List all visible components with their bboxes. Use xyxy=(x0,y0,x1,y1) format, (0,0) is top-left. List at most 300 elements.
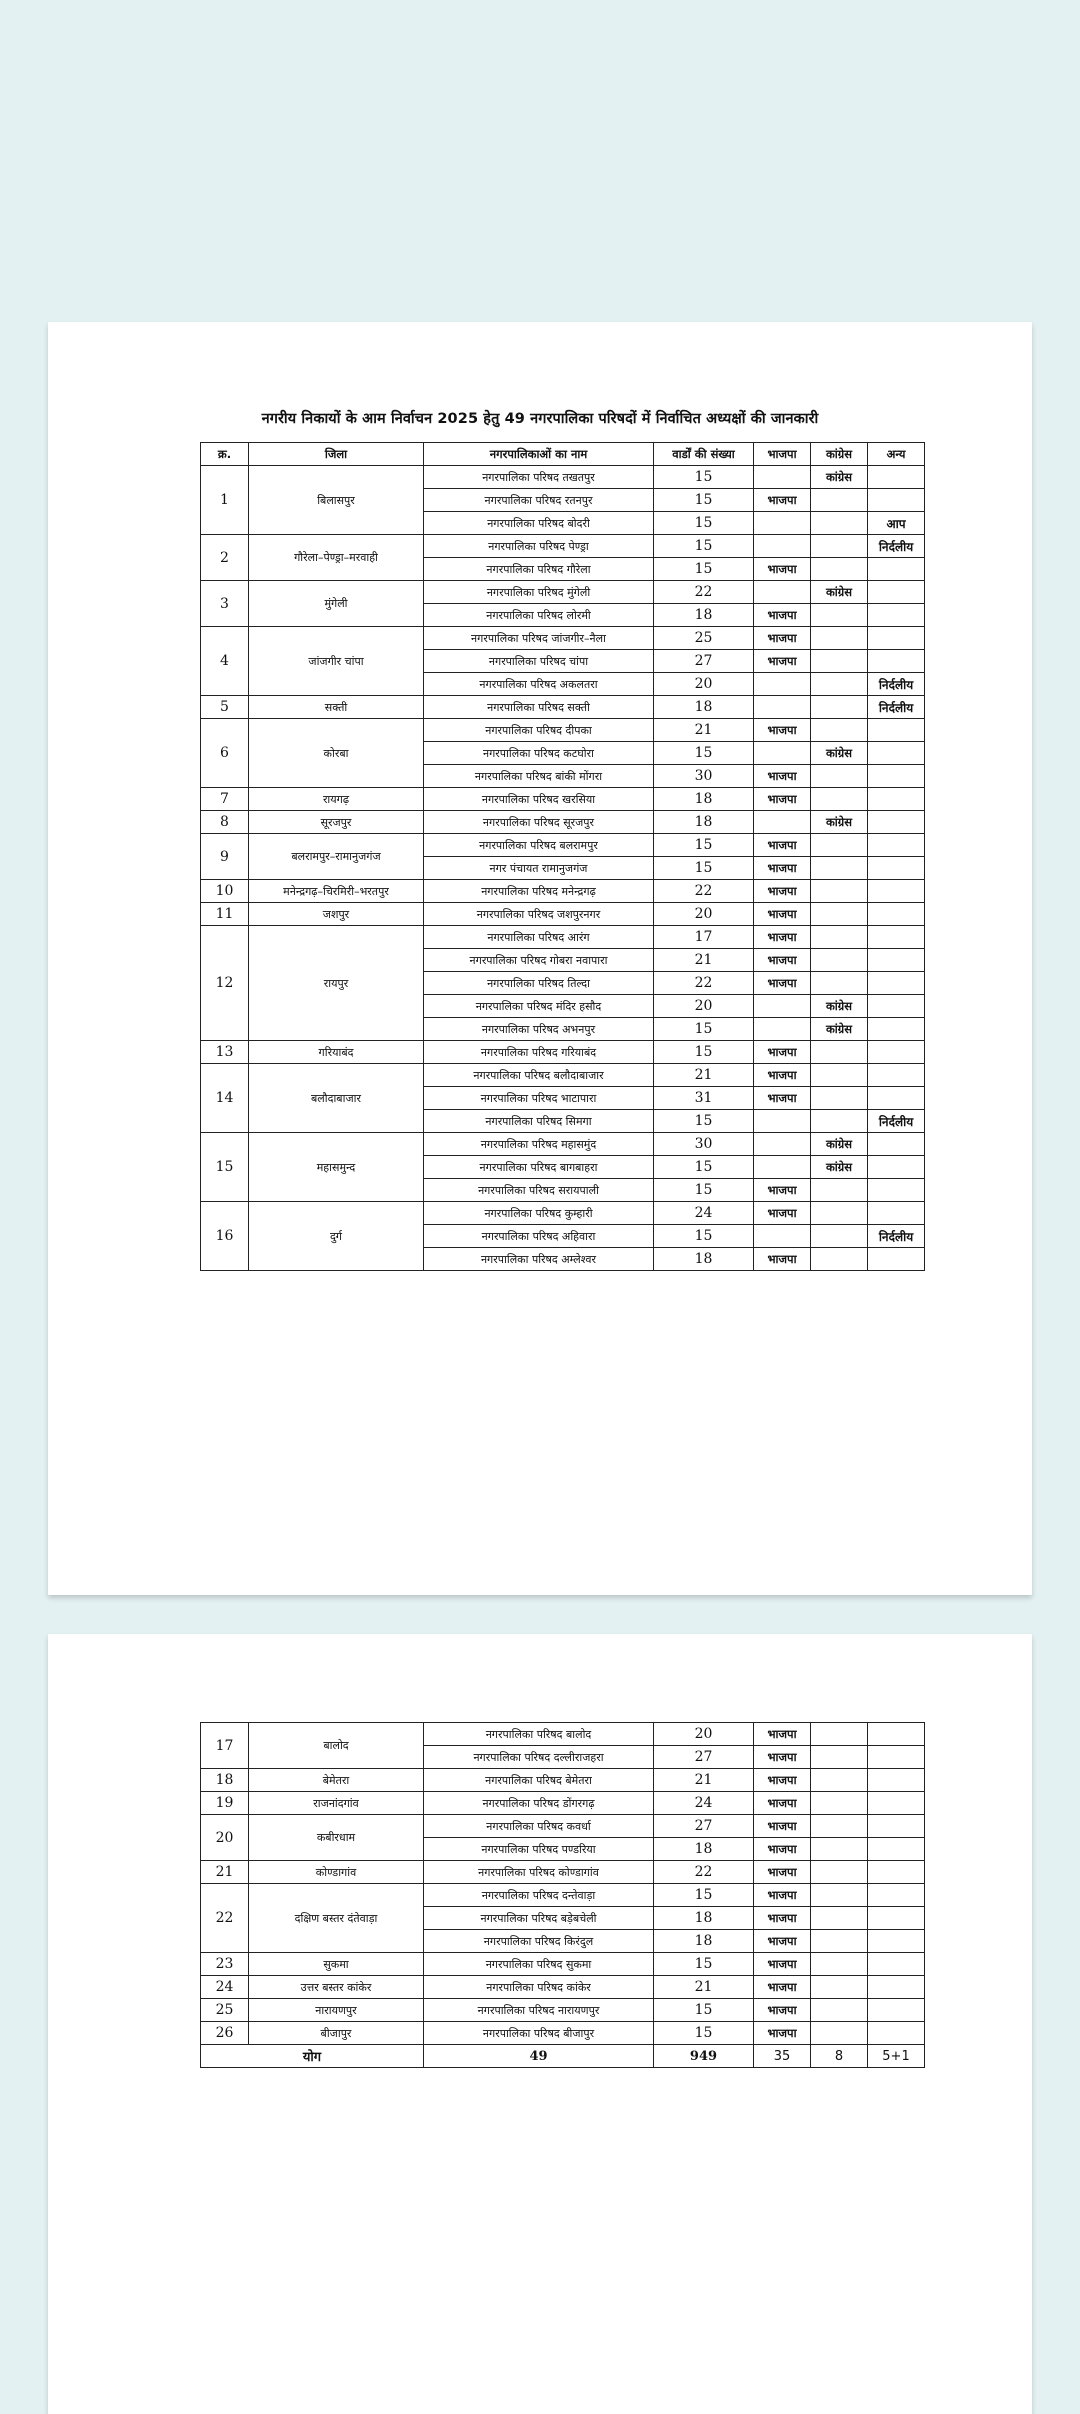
council-name-cell: नगरपालिका परिषद सक्ती xyxy=(424,696,654,719)
district-cell: महासमुन्द xyxy=(249,1133,424,1202)
ward-count-cell: 30 xyxy=(654,1133,754,1156)
council-name-cell: नगरपालिका परिषद गोबरा नवापारा xyxy=(424,949,654,972)
congress-cell xyxy=(811,1225,868,1248)
bjp-cell: भाजपा xyxy=(754,788,811,811)
other-party-cell xyxy=(868,1953,925,1976)
serial-number-cell: 26 xyxy=(201,2022,249,2045)
other-party-cell xyxy=(868,466,925,489)
ward-count-cell: 15 xyxy=(654,742,754,765)
table-row xyxy=(201,811,925,834)
district-cell: नारायणपुर xyxy=(249,1999,424,2022)
congress-cell xyxy=(811,903,868,926)
bjp-cell xyxy=(754,811,811,834)
serial-number-cell: 19 xyxy=(201,1792,249,1815)
serial-number-cell: 1 xyxy=(201,466,249,535)
council-name-cell: नगरपालिका परिषद अभनपुर xyxy=(424,1018,654,1041)
other-party-cell xyxy=(868,1179,925,1202)
header-congress: कांग्रेस xyxy=(811,443,868,466)
ward-count-cell: 15 xyxy=(654,1225,754,1248)
other-party-cell xyxy=(868,926,925,949)
council-name-cell: नगरपालिका परिषद बोदरी xyxy=(424,512,654,535)
serial-number-cell: 8 xyxy=(201,811,249,834)
table-row xyxy=(201,1769,925,1792)
bjp-cell: भाजपा xyxy=(754,1202,811,1225)
ward-count-cell: 22 xyxy=(654,581,754,604)
ward-count-cell: 15 xyxy=(654,834,754,857)
header-other: अन्य xyxy=(868,443,925,466)
ward-count-cell: 18 xyxy=(654,788,754,811)
bjp-cell: भाजपा xyxy=(754,604,811,627)
bjp-cell: भाजपा xyxy=(754,1041,811,1064)
ward-count-cell: 21 xyxy=(654,1769,754,1792)
congress-cell xyxy=(811,1792,868,1815)
congress-cell: कांग्रेस xyxy=(811,811,868,834)
table-row xyxy=(201,535,925,558)
table-row xyxy=(201,788,925,811)
bjp-cell: भाजपा xyxy=(754,972,811,995)
council-name-cell: नगरपालिका परिषद खरसिया xyxy=(424,788,654,811)
council-name-cell: नगरपालिका परिषद कुम्हारी xyxy=(424,1202,654,1225)
serial-number-cell: 16 xyxy=(201,1202,249,1271)
ward-count-cell: 27 xyxy=(654,1815,754,1838)
bjp-cell xyxy=(754,673,811,696)
other-party-cell xyxy=(868,1723,925,1746)
table-header-row xyxy=(201,443,925,466)
council-name-cell: नगरपालिका परिषद बलरामपुर xyxy=(424,834,654,857)
other-party-cell xyxy=(868,489,925,512)
district-cell: मुंगेली xyxy=(249,581,424,627)
table-row xyxy=(201,466,925,489)
results-table xyxy=(200,442,925,1271)
district-cell: रायपुर xyxy=(249,926,424,1041)
bjp-cell xyxy=(754,1133,811,1156)
council-name-cell: नगरपालिका परिषद महासमुंद xyxy=(424,1133,654,1156)
bjp-cell: भाजपा xyxy=(754,1064,811,1087)
serial-number-cell: 18 xyxy=(201,1769,249,1792)
other-party-cell xyxy=(868,857,925,880)
other-party-cell xyxy=(868,788,925,811)
congress-cell: कांग्रेस xyxy=(811,581,868,604)
other-party-cell: निर्दलीय xyxy=(868,535,925,558)
congress-cell xyxy=(811,1907,868,1930)
other-party-cell xyxy=(868,765,925,788)
district-cell: बिलासपुर xyxy=(249,466,424,535)
district-cell: बेमेतरा xyxy=(249,1769,424,1792)
ward-count-cell: 21 xyxy=(654,1976,754,1999)
other-party-cell xyxy=(868,719,925,742)
bjp-cell: भाजपा xyxy=(754,949,811,972)
serial-number-cell: 17 xyxy=(201,1723,249,1769)
congress-cell xyxy=(811,1064,868,1087)
other-party-cell xyxy=(868,1792,925,1815)
table-row xyxy=(201,1861,925,1884)
bjp-cell: भाजपा xyxy=(754,1087,811,1110)
bjp-cell: भाजपा xyxy=(754,558,811,581)
other-party-cell xyxy=(868,995,925,1018)
ward-count-cell: 15 xyxy=(654,558,754,581)
district-cell: कबीरधाम xyxy=(249,1815,424,1861)
council-name-cell: नगरपालिका परिषद जांजगीर–नैला xyxy=(424,627,654,650)
council-name-cell: नगरपालिका परिषद अकलतरा xyxy=(424,673,654,696)
ward-count-cell: 31 xyxy=(654,1087,754,1110)
table-row xyxy=(201,1792,925,1815)
ward-count-cell: 20 xyxy=(654,673,754,696)
bjp-cell xyxy=(754,1156,811,1179)
council-name-cell: नगरपालिका परिषद सरायपाली xyxy=(424,1179,654,1202)
table-row xyxy=(201,1064,925,1087)
congress-cell xyxy=(811,489,868,512)
council-name-cell: नगरपालिका परिषद बागबाहरा xyxy=(424,1156,654,1179)
bjp-cell: भाजपा xyxy=(754,765,811,788)
congress-cell xyxy=(811,696,868,719)
district-cell: उत्तर बस्तर कांकेर xyxy=(249,1976,424,1999)
congress-cell xyxy=(811,604,868,627)
congress-cell xyxy=(811,719,868,742)
council-name-cell: नगरपालिका परिषद कोण्डागांव xyxy=(424,1861,654,1884)
table-row xyxy=(201,880,925,903)
congress-cell xyxy=(811,650,868,673)
council-name-cell: नगरपालिका परिषद बीजापुर xyxy=(424,2022,654,2045)
table-row xyxy=(201,903,925,926)
district-cell: राजनांदगांव xyxy=(249,1792,424,1815)
ward-count-cell: 22 xyxy=(654,880,754,903)
ward-count-cell: 27 xyxy=(654,1746,754,1769)
table-row xyxy=(201,1884,925,1907)
bjp-cell: भाजपा xyxy=(754,719,811,742)
table-row xyxy=(201,1815,925,1838)
serial-number-cell: 3 xyxy=(201,581,249,627)
district-cell: कोण्डागांव xyxy=(249,1861,424,1884)
serial-number-cell: 4 xyxy=(201,627,249,696)
other-party-cell xyxy=(868,811,925,834)
serial-number-cell: 15 xyxy=(201,1133,249,1202)
bjp-cell: भाजपा xyxy=(754,1838,811,1861)
district-cell: कोरबा xyxy=(249,719,424,788)
ward-count-cell: 18 xyxy=(654,1248,754,1271)
congress-cell xyxy=(811,972,868,995)
table-row xyxy=(201,1041,925,1064)
congress-cell xyxy=(811,1930,868,1953)
council-name-cell: नगरपालिका परिषद सिमगा xyxy=(424,1110,654,1133)
bjp-cell: भाजपा xyxy=(754,1179,811,1202)
serial-number-cell: 7 xyxy=(201,788,249,811)
ward-count-cell: 17 xyxy=(654,926,754,949)
congress-cell xyxy=(811,2022,868,2045)
congress-cell xyxy=(811,1746,868,1769)
results-table-body xyxy=(201,1723,925,2045)
other-party-cell xyxy=(868,1884,925,1907)
bjp-cell: भाजपा xyxy=(754,1746,811,1769)
other-party-cell xyxy=(868,1861,925,1884)
council-name-cell: नगरपालिका परिषद मनेन्द्रगढ़ xyxy=(424,880,654,903)
ward-count-cell: 18 xyxy=(654,604,754,627)
total-other: 5+1 xyxy=(868,2045,925,2068)
council-name-cell: नगरपालिका परिषद बेमेतरा xyxy=(424,1769,654,1792)
council-name-cell: नगरपालिका परिषद तखतपुर xyxy=(424,466,654,489)
table-row xyxy=(201,1999,925,2022)
bjp-cell xyxy=(754,995,811,1018)
other-party-cell: निर्दलीय xyxy=(868,696,925,719)
council-name-cell: नगरपालिका परिषद बड़ेबचेली xyxy=(424,1907,654,1930)
council-name-cell: नगरपालिका परिषद कांकेर xyxy=(424,1976,654,1999)
other-party-cell xyxy=(868,1907,925,1930)
other-party-cell xyxy=(868,1746,925,1769)
ward-count-cell: 15 xyxy=(654,1884,754,1907)
total-councils: 49 xyxy=(424,2045,654,2068)
table-row xyxy=(201,1202,925,1225)
congress-cell xyxy=(811,1884,868,1907)
congress-cell xyxy=(811,1953,868,1976)
district-cell: बलरामपुर–रामानुजगंज xyxy=(249,834,424,880)
total-row xyxy=(201,2045,925,2068)
congress-cell: कांग्रेस xyxy=(811,466,868,489)
district-cell: दक्षिण बस्तर दंतेवाड़ा xyxy=(249,1884,424,1953)
other-party-cell xyxy=(868,1999,925,2022)
ward-count-cell: 24 xyxy=(654,1202,754,1225)
ward-count-cell: 15 xyxy=(654,2022,754,2045)
council-name-cell: नगरपालिका परिषद सूरजपुर xyxy=(424,811,654,834)
bjp-cell: भाजपा xyxy=(754,1930,811,1953)
ward-count-cell: 22 xyxy=(654,972,754,995)
congress-cell: कांग्रेस xyxy=(811,1156,868,1179)
congress-cell xyxy=(811,1087,868,1110)
serial-number-cell: 20 xyxy=(201,1815,249,1861)
council-name-cell: नगरपालिका परिषद गरियाबंद xyxy=(424,1041,654,1064)
serial-number-cell: 2 xyxy=(201,535,249,581)
bjp-cell: भाजपा xyxy=(754,1815,811,1838)
bjp-cell xyxy=(754,742,811,765)
congress-cell xyxy=(811,1976,868,1999)
council-name-cell: नगरपालिका परिषद किरंदुल xyxy=(424,1930,654,1953)
council-name-cell: नगरपालिका परिषद तिल्दा xyxy=(424,972,654,995)
district-cell: बीजापुर xyxy=(249,2022,424,2045)
congress-cell xyxy=(811,1179,868,1202)
bjp-cell: भाजपा xyxy=(754,489,811,512)
ward-count-cell: 15 xyxy=(654,489,754,512)
ward-count-cell: 18 xyxy=(654,811,754,834)
congress-cell xyxy=(811,1861,868,1884)
header-council: नगरपालिकाओं का नाम xyxy=(424,443,654,466)
council-name-cell: नगरपालिका परिषद रतनपुर xyxy=(424,489,654,512)
ward-count-cell: 18 xyxy=(654,1838,754,1861)
other-party-cell xyxy=(868,581,925,604)
other-party-cell: निर्दलीय xyxy=(868,1110,925,1133)
congress-cell: कांग्रेस xyxy=(811,1133,868,1156)
district-cell: बालोद xyxy=(249,1723,424,1769)
header-wards: वार्डों की संख्या xyxy=(654,443,754,466)
council-name-cell: नगरपालिका परिषद पण्डरिया xyxy=(424,1838,654,1861)
council-name-cell: नगरपालिका परिषद बलौदाबाजार xyxy=(424,1064,654,1087)
congress-cell xyxy=(811,1110,868,1133)
bjp-cell xyxy=(754,1110,811,1133)
serial-number-cell: 10 xyxy=(201,880,249,903)
congress-cell xyxy=(811,535,868,558)
ward-count-cell: 18 xyxy=(654,696,754,719)
other-party-cell xyxy=(868,1156,925,1179)
serial-number-cell: 23 xyxy=(201,1953,249,1976)
district-cell: रायगढ़ xyxy=(249,788,424,811)
bjp-cell: भाजपा xyxy=(754,627,811,650)
bjp-cell: भाजपा xyxy=(754,1976,811,1999)
bjp-cell: भाजपा xyxy=(754,1953,811,1976)
other-party-cell xyxy=(868,1769,925,1792)
table-row xyxy=(201,1133,925,1156)
council-name-cell: नगरपालिका परिषद सुकमा xyxy=(424,1953,654,1976)
serial-number-cell: 14 xyxy=(201,1064,249,1133)
ward-count-cell: 15 xyxy=(654,1953,754,1976)
bjp-cell xyxy=(754,1225,811,1248)
congress-cell xyxy=(811,673,868,696)
ward-count-cell: 20 xyxy=(654,1723,754,1746)
bjp-cell: भाजपा xyxy=(754,880,811,903)
ward-count-cell: 21 xyxy=(654,719,754,742)
congress-cell xyxy=(811,926,868,949)
other-party-cell: निर्दलीय xyxy=(868,1225,925,1248)
congress-cell xyxy=(811,1723,868,1746)
other-party-cell: निर्दलीय xyxy=(868,673,925,696)
bjp-cell: भाजपा xyxy=(754,1884,811,1907)
bjp-cell: भाजपा xyxy=(754,1861,811,1884)
ward-count-cell: 15 xyxy=(654,857,754,880)
district-cell: बलौदाबाजार xyxy=(249,1064,424,1133)
other-party-cell xyxy=(868,1202,925,1225)
congress-cell xyxy=(811,880,868,903)
other-party-cell xyxy=(868,604,925,627)
bjp-cell: भाजपा xyxy=(754,1907,811,1930)
ward-count-cell: 18 xyxy=(654,1930,754,1953)
document-page-1 xyxy=(48,322,1032,1595)
council-name-cell: नगरपालिका परिषद बांकी मोंगरा xyxy=(424,765,654,788)
council-name-cell: नगरपालिका परिषद चांपा xyxy=(424,650,654,673)
congress-cell xyxy=(811,627,868,650)
table-row xyxy=(201,834,925,857)
serial-number-cell: 6 xyxy=(201,719,249,788)
district-cell: गौरेला–पेण्ड्रा–मरवाही xyxy=(249,535,424,581)
district-cell: गरियाबंद xyxy=(249,1041,424,1064)
district-cell: मनेन्द्रगढ़–चिरमिरी–भरतपुर xyxy=(249,880,424,903)
results-table-continued xyxy=(200,1722,925,2068)
congress-cell xyxy=(811,765,868,788)
other-party-cell xyxy=(868,1064,925,1087)
bjp-cell xyxy=(754,466,811,489)
congress-cell xyxy=(811,1999,868,2022)
ward-count-cell: 15 xyxy=(654,1999,754,2022)
other-party-cell xyxy=(868,1930,925,1953)
congress-cell xyxy=(811,1769,868,1792)
bjp-cell: भाजपा xyxy=(754,834,811,857)
ward-count-cell: 20 xyxy=(654,903,754,926)
other-party-cell xyxy=(868,1976,925,1999)
congress-cell: कांग्रेस xyxy=(811,995,868,1018)
congress-cell xyxy=(811,558,868,581)
bjp-cell: भाजपा xyxy=(754,650,811,673)
congress-cell xyxy=(811,857,868,880)
ward-count-cell: 15 xyxy=(654,1018,754,1041)
congress-cell xyxy=(811,1202,868,1225)
district-cell: सूरजपुर xyxy=(249,811,424,834)
bjp-cell: भाजपा xyxy=(754,1248,811,1271)
table-row xyxy=(201,1976,925,1999)
bjp-cell xyxy=(754,535,811,558)
council-name-cell: नगरपालिका परिषद बालोद xyxy=(424,1723,654,1746)
district-cell: सुकमा xyxy=(249,1953,424,1976)
ward-count-cell: 21 xyxy=(654,1064,754,1087)
ward-count-cell: 15 xyxy=(654,466,754,489)
ward-count-cell: 24 xyxy=(654,1792,754,1815)
council-name-cell: नगरपालिका परिषद मंदिर हसौद xyxy=(424,995,654,1018)
ward-count-cell: 30 xyxy=(654,765,754,788)
other-party-cell xyxy=(868,558,925,581)
bjp-cell xyxy=(754,581,811,604)
serial-number-cell: 12 xyxy=(201,926,249,1041)
table-row xyxy=(201,1953,925,1976)
other-party-cell xyxy=(868,650,925,673)
bjp-cell xyxy=(754,696,811,719)
congress-cell xyxy=(811,1248,868,1271)
other-party-cell xyxy=(868,2022,925,2045)
other-party-cell xyxy=(868,1815,925,1838)
table-row xyxy=(201,719,925,742)
other-party-cell xyxy=(868,972,925,995)
council-name-cell: नगरपालिका परिषद दल्लीराजहरा xyxy=(424,1746,654,1769)
district-cell: सक्ती xyxy=(249,696,424,719)
total-congress: 8 xyxy=(811,2045,868,2068)
total-label: योग xyxy=(201,2045,424,2068)
ward-count-cell: 22 xyxy=(654,1861,754,1884)
other-party-cell xyxy=(868,1248,925,1271)
ward-count-cell: 18 xyxy=(654,1907,754,1930)
council-name-cell: नगरपालिका परिषद जशपुरनगर xyxy=(424,903,654,926)
bjp-cell xyxy=(754,512,811,535)
other-party-cell xyxy=(868,834,925,857)
other-party-cell xyxy=(868,742,925,765)
other-party-cell xyxy=(868,949,925,972)
council-name-cell: नगरपालिका परिषद दीपका xyxy=(424,719,654,742)
council-name-cell: नगरपालिका परिषद आरंग xyxy=(424,926,654,949)
council-name-cell: नगरपालिका परिषद कटघोरा xyxy=(424,742,654,765)
serial-number-cell: 25 xyxy=(201,1999,249,2022)
serial-number-cell: 13 xyxy=(201,1041,249,1064)
council-name-cell: नगरपालिका परिषद अहिवारा xyxy=(424,1225,654,1248)
document-page-2 xyxy=(48,1634,1032,2414)
other-party-cell xyxy=(868,1041,925,1064)
results-table-body xyxy=(201,466,925,1271)
serial-number-cell: 9 xyxy=(201,834,249,880)
bjp-cell: भाजपा xyxy=(754,1769,811,1792)
bjp-cell: भाजपा xyxy=(754,1999,811,2022)
congress-cell xyxy=(811,788,868,811)
council-name-cell: नगरपालिका परिषद मुंगेली xyxy=(424,581,654,604)
congress-cell xyxy=(811,834,868,857)
ward-count-cell: 15 xyxy=(654,1041,754,1064)
serial-number-cell: 21 xyxy=(201,1861,249,1884)
document-title: नगरीय निकायों के आम निर्वाचन 2025 हेतु 49 नगरपालिका परिषदों में निर्वाचित अध्यक्षों की जानकारी xyxy=(261,411,819,427)
other-party-cell xyxy=(868,1838,925,1861)
other-party-cell xyxy=(868,1018,925,1041)
serial-number-cell: 11 xyxy=(201,903,249,926)
council-name-cell: नगरपालिका परिषद लोरमी xyxy=(424,604,654,627)
serial-number-cell: 22 xyxy=(201,1884,249,1953)
ward-count-cell: 15 xyxy=(654,512,754,535)
header-district: जिला xyxy=(249,443,424,466)
header-sn: क्र. xyxy=(201,443,249,466)
congress-cell xyxy=(811,1815,868,1838)
total-bjp: 35 xyxy=(754,2045,811,2068)
district-cell: जांजगीर चांपा xyxy=(249,627,424,696)
other-party-cell xyxy=(868,1087,925,1110)
ward-count-cell: 15 xyxy=(654,1156,754,1179)
other-party-cell xyxy=(868,903,925,926)
